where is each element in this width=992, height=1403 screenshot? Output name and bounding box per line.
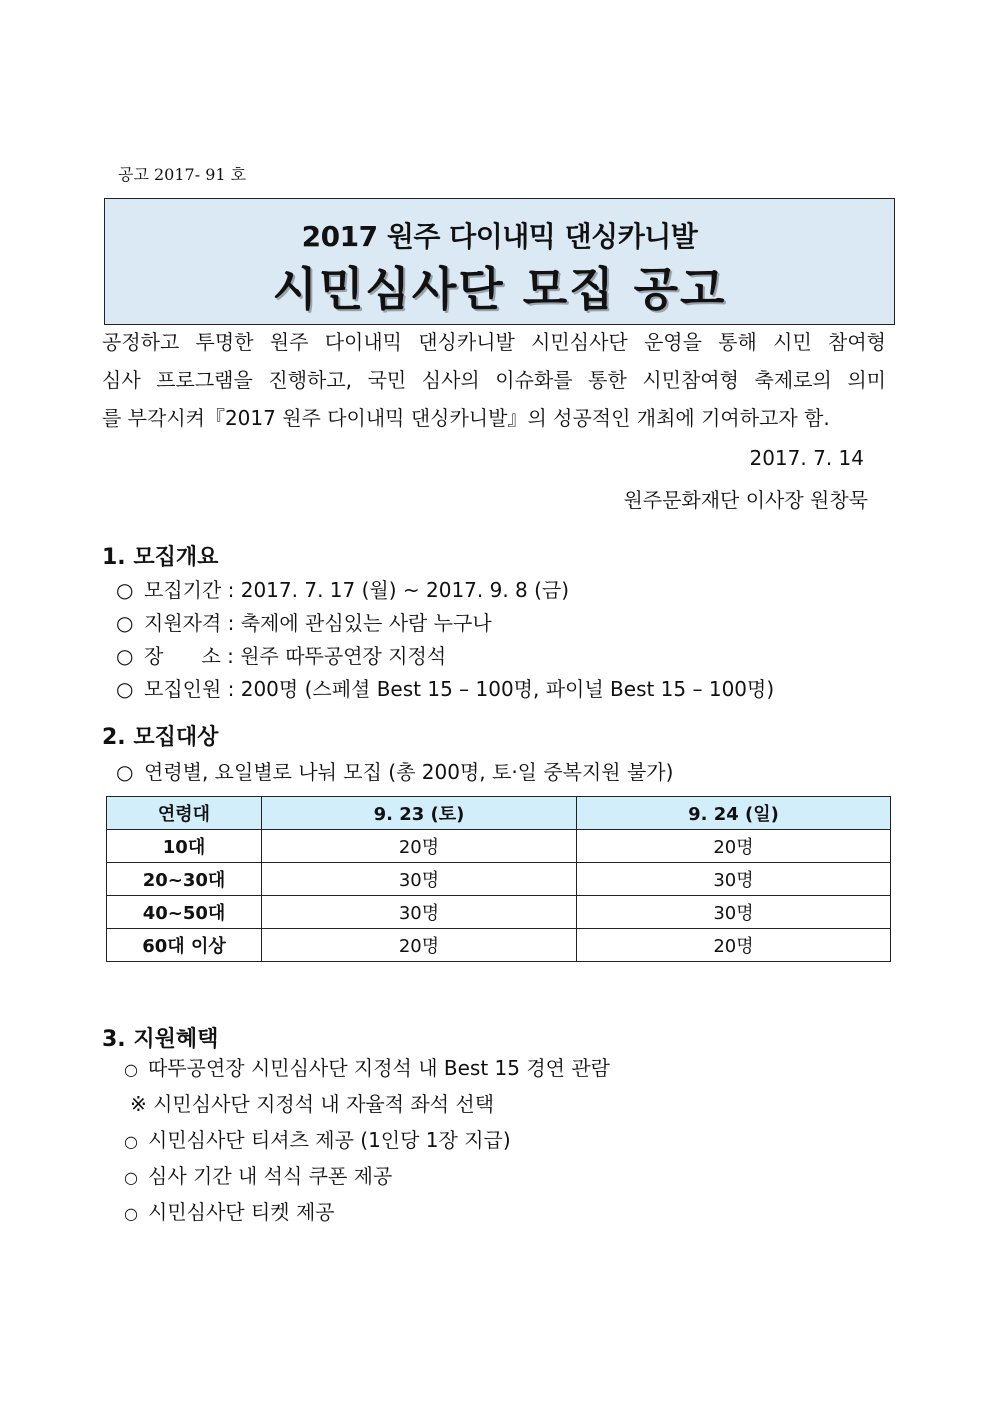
age-cell: 10대 — [107, 830, 262, 863]
list-item: ○ 모집인원 : 200명 (스페셜 Best 15 – 100명, 파이널 Best 15 – 100명) — [116, 677, 775, 701]
age-cell: 20~30대 — [107, 863, 262, 896]
table-header-row — [107, 797, 891, 830]
list-item: ○ 시민심사단 티셔츠 제공 (1인당 1장 지급) — [124, 1128, 511, 1152]
age-cell: 60대 이상 — [107, 929, 262, 962]
note-item: ※ 시민심사단 지정석 내 자율적 좌석 선택 — [130, 1092, 495, 1116]
count-cell: 20명 — [577, 830, 891, 863]
header-sunday: 9. 24 (일) — [577, 797, 891, 830]
event-title: 2017 원주 다이내믹 댄싱카니발 — [301, 220, 698, 253]
count-cell: 30명 — [577, 863, 891, 896]
list-item: ○ 시민심사단 티켓 제공 — [124, 1200, 335, 1224]
table-row — [107, 896, 891, 929]
notice-number: 공고 2017- 91 호 — [118, 165, 247, 184]
list-item: ○ 지원자격 : 축제에 관심있는 사람 누구나 — [116, 611, 492, 635]
count-cell: 20명 — [262, 929, 577, 962]
title-box — [104, 198, 895, 325]
notice-date: 2017. 7. 14 — [749, 446, 864, 470]
count-cell: 30명 — [262, 896, 577, 929]
list-item: ○ 연령별, 요일별로 나눠 모집 (총 200명, 토·일 중복지원 불가) — [116, 760, 674, 784]
header-saturday: 9. 23 (토) — [262, 797, 577, 830]
section-2-heading: 2. 모집대상 — [102, 725, 219, 750]
notice-title: 시민심사단 모집 공고 — [272, 262, 727, 316]
count-cell: 30명 — [262, 863, 577, 896]
intro-line-3: 를 부각시켜『2017 원주 다이내믹 댄싱카니발』의 성공적인 개최에 기여하고자 함. — [102, 406, 830, 430]
count-cell: 30명 — [577, 896, 891, 929]
list-item: ○ 모집기간 : 2017. 7. 17 (월) ~ 2017. 9. 8 (금) — [116, 578, 570, 602]
list-item: ○ 심사 기간 내 석식 쿠폰 제공 — [124, 1164, 393, 1188]
list-item: ○ 장 소 : 원주 따뚜공연장 지정석 — [116, 644, 447, 668]
count-cell: 20명 — [262, 830, 577, 863]
count-cell: 20명 — [577, 929, 891, 962]
section-1-heading: 1. 모집개요 — [102, 545, 219, 570]
table-row — [107, 929, 891, 962]
recruitment-table — [106, 796, 891, 962]
intro-line-1: 공정하고 투명한 원주 다이내믹 댄싱카니발 시민심사단 운영을 통해 시민 참여형 — [102, 330, 886, 354]
list-item: ○ 따뚜공연장 시민심사단 지정석 내 Best 15 경연 관람 — [124, 1056, 610, 1080]
section-3-heading: 3. 지원혜택 — [102, 1027, 219, 1052]
signer: 원주문화재단 이사장 원창묵 — [623, 488, 868, 512]
header-age: 연령대 — [107, 797, 262, 830]
age-cell: 40~50대 — [107, 896, 262, 929]
table-row — [107, 863, 891, 896]
intro-line-2: 심사 프로그램을 진행하고, 국민 심사의 이슈화를 통한 시민참여형 축제로의 의미 — [102, 368, 886, 392]
table-row — [107, 830, 891, 863]
